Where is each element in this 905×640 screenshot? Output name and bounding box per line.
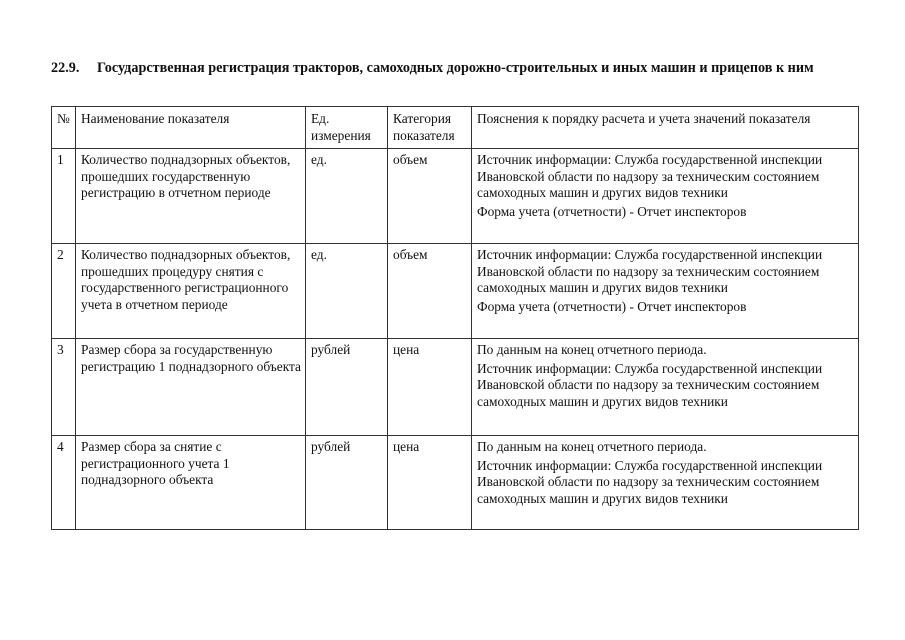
note-paragraph: Источник информации: Служба государственной инспекции Ивановской области по надзору за техническим состоянием самоходных машин и других видов техники [477, 152, 823, 201]
row-unit: рублей [306, 436, 388, 530]
note-paragraph: По данным на конец отчетного периода. [477, 342, 707, 358]
row-notes [472, 149, 859, 244]
row-num: 3 [52, 339, 76, 436]
row-num: 1 [52, 149, 76, 244]
note-paragraph: Форма учета (отчетности) - Отчет инспекторов [477, 203, 747, 219]
row-notes [472, 436, 859, 530]
row-name: Размер сбора за снятие с регистрационного учета 1 поднадзорного объекта [76, 436, 306, 530]
table-row [52, 339, 859, 436]
row-unit: ед. [306, 149, 388, 244]
table-header-row [52, 107, 859, 149]
row-notes [472, 339, 859, 436]
row-num: 4 [52, 436, 76, 530]
row-category: цена [388, 436, 472, 530]
note-paragraph: Источник информации: Служба государственной инспекции Ивановской области по надзору за техническим состоянием самоходных машин и других видов техники [477, 247, 823, 296]
row-category: объем [388, 149, 472, 244]
header-name: Наименование показателя [76, 107, 306, 149]
table-row [52, 149, 859, 244]
note-paragraph: Источник информации: Служба государственной инспекции Ивановской области по надзору за техническим состоянием самоходных машин и других видов техники [477, 360, 823, 409]
header-category: Категория показателя [388, 107, 472, 149]
header-unit: Ед. измерения [306, 107, 388, 149]
row-name: Размер сбора за государственную регистрацию 1 поднадзорного объекта [76, 339, 306, 436]
note-paragraph: Источник информации: Служба государственной инспекции Ивановской области по надзору за техническим состоянием самоходных машин и других видов техники [477, 457, 823, 506]
row-category: объем [388, 244, 472, 339]
section-heading [51, 60, 851, 77]
section-title: Государственная регистрация тракторов, самоходных дорожно-строительных и иных машин и прицепов к ним [97, 60, 814, 76]
row-unit: ед. [306, 244, 388, 339]
header-num: № [52, 107, 76, 149]
table-row [52, 436, 859, 530]
row-category: цена [388, 339, 472, 436]
row-notes [472, 244, 859, 339]
section-number: 22.9. [51, 60, 80, 76]
row-unit: рублей [306, 339, 388, 436]
header-notes: Пояснения к порядку расчета и учета значений показателя [472, 107, 859, 149]
row-num: 2 [52, 244, 76, 339]
row-name: Количество поднадзорных объектов, прошедших процедуру снятия с государственного регистрационного учета в отчетном периоде [76, 244, 306, 339]
row-name: Количество поднадзорных объектов, прошедших государственную регистрацию в отчетном периоде [76, 149, 306, 244]
note-paragraph: Форма учета (отчетности) - Отчет инспекторов [477, 298, 747, 314]
indicators-table [51, 106, 859, 530]
note-paragraph: По данным на конец отчетного периода. [477, 439, 707, 455]
table-row [52, 244, 859, 339]
